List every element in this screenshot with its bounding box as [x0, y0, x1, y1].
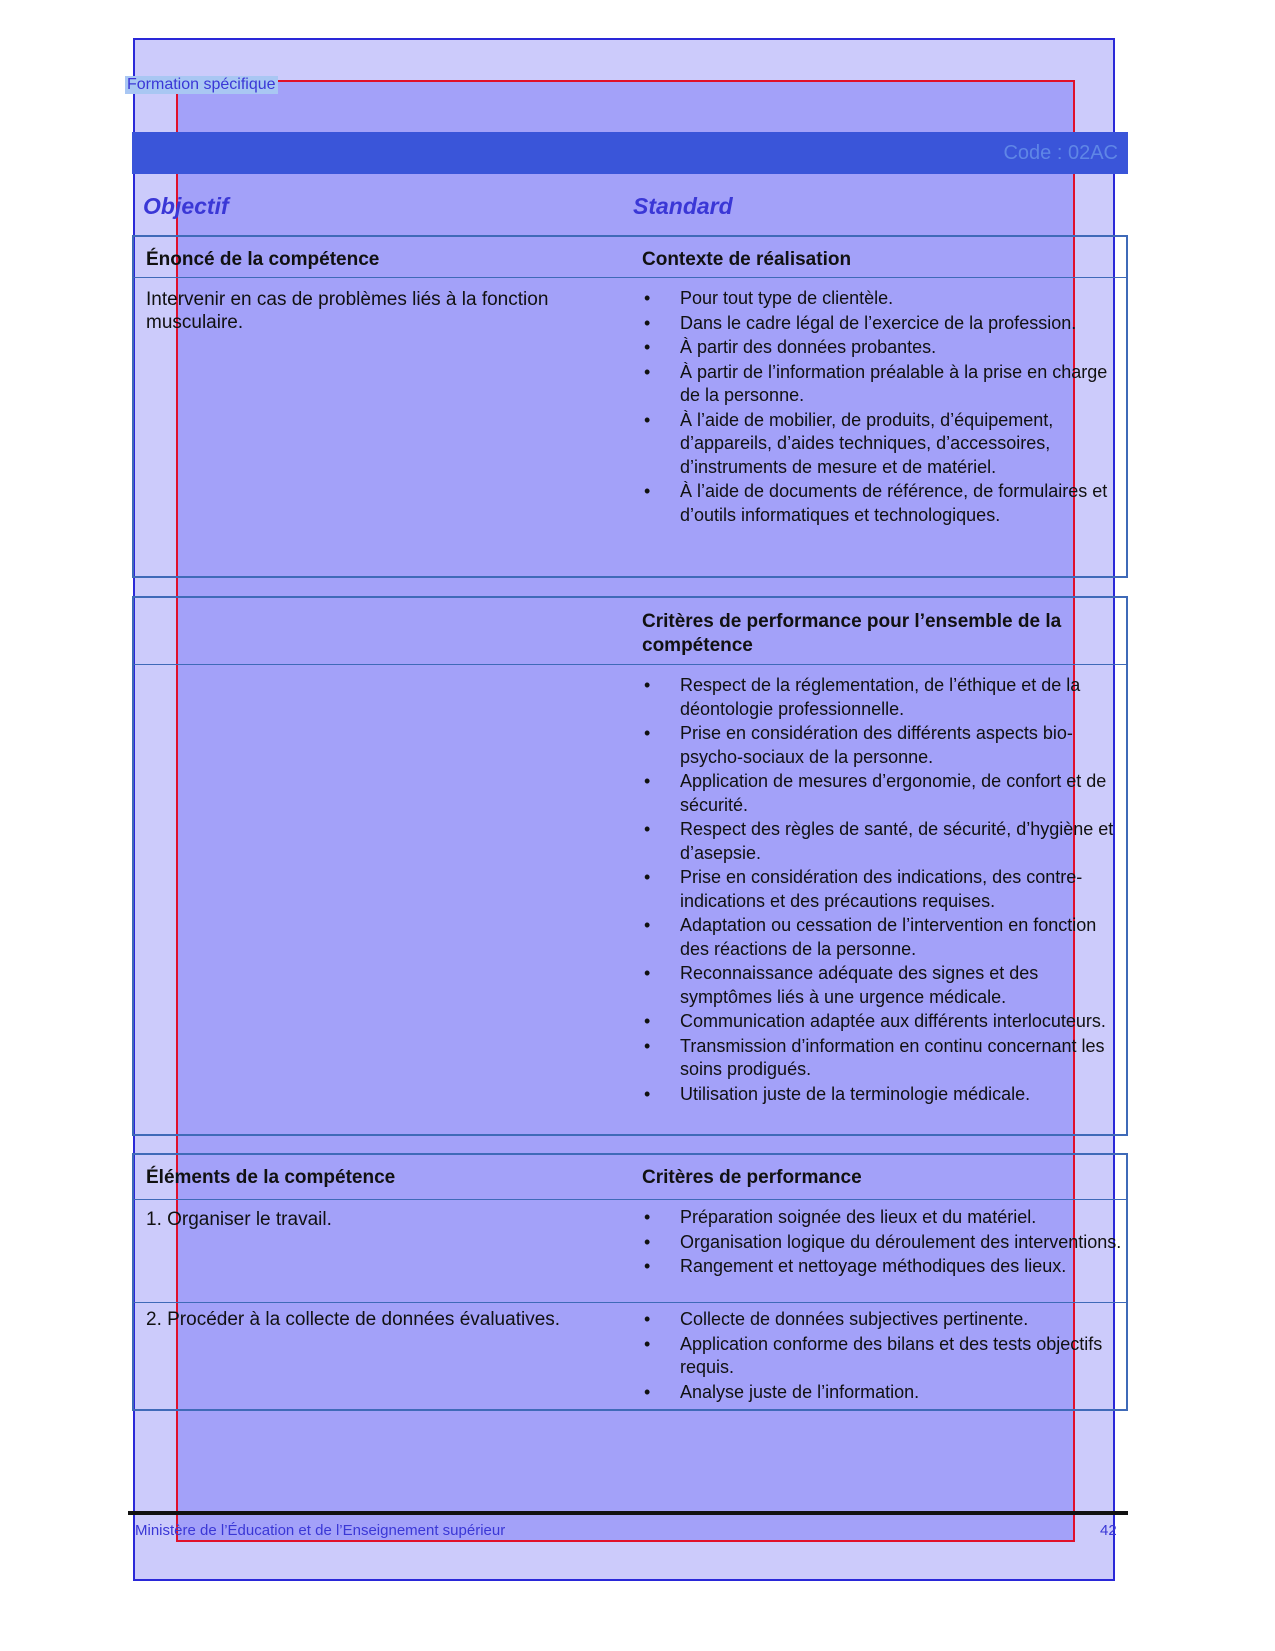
- list-item: • Reconnaissance adéquate des signes et des symptômes liés à une urgence médicale.: [642, 962, 1122, 1009]
- code-bar: [132, 132, 1128, 174]
- footer-divider: [128, 1511, 1128, 1515]
- enonce-heading: Énoncé de la compétence: [146, 249, 380, 270]
- element-2-criteria: [642, 1308, 1122, 1405]
- criteres-ensemble-heading: Critères de performance pour l’ensemble de la compétence: [642, 611, 1062, 656]
- objectif-title: Objectif: [143, 193, 229, 219]
- list-item: • Prise en considération des différents aspects bio-psycho-sociaux de la personne.: [642, 722, 1122, 769]
- element-1: 1. Organiser le travail.: [146, 1209, 332, 1230]
- list-item: • Prise en considération des indications, des contre-indications et des précautions requises.: [642, 866, 1122, 913]
- list-item: • Respect de la réglementation, de l’éthique et de la déontologie professionnelle.: [642, 674, 1122, 721]
- contexte-heading: Contexte de réalisation: [642, 249, 852, 270]
- list-item: • Rangement et nettoyage méthodiques des lieux.: [642, 1255, 1122, 1279]
- list-item: • À l’aide de mobilier, de produits, d’équipement, d’appareils, d’aides techniques, d’accessoires, d’instruments de mesure et de matériel.: [642, 409, 1122, 480]
- list-item: • À partir des données probantes.: [642, 336, 1122, 360]
- list-item: • Utilisation juste de la terminologie médicale.: [642, 1083, 1122, 1107]
- list-item: • Dans le cadre légal de l’exercice de la profession.: [642, 312, 1122, 336]
- standard-title: Standard: [633, 193, 733, 219]
- list-item: • Organisation logique du déroulement des interventions.: [642, 1231, 1122, 1255]
- criteres-ensemble-table: [132, 596, 1128, 1136]
- elements-criteres-table: [132, 1153, 1128, 1411]
- element-1-criteria: [642, 1206, 1122, 1280]
- footer-ministry: Ministère de l’Éducation et de l’Enseignement supérieur: [135, 1522, 506, 1539]
- criteres-ensemble-list: [642, 674, 1122, 1107]
- list-item: • À l’aide de documents de référence, de formulaires et d’outils informatiques et technologiques.: [642, 480, 1122, 527]
- enonce-text: Intervenir en cas de problèmes liés à la fonction musculaire.: [146, 289, 549, 333]
- list-item: • Analyse juste de l’information.: [642, 1381, 1122, 1405]
- list-item: • Pour tout type de clientèle.: [642, 287, 1122, 311]
- list-item: • Communication adaptée aux différents interlocuteurs.: [642, 1010, 1122, 1034]
- list-item: • Préparation soignée des lieux et du matériel.: [642, 1206, 1122, 1230]
- criteres-heading: Critères de performance: [642, 1167, 862, 1188]
- list-item: • Application conforme des bilans et des tests objectifs requis.: [642, 1333, 1122, 1380]
- list-item: • Application de mesures d’ergonomie, de confort et de sécurité.: [642, 770, 1122, 817]
- elements-heading: Éléments de la compétence: [146, 1167, 396, 1188]
- element-2: 2. Procéder à la collecte de données évaluatives.: [146, 1309, 561, 1330]
- contexte-list: [642, 287, 1122, 528]
- enonce-contexte-table: [132, 235, 1128, 578]
- section-label: Formation spécifique: [127, 76, 276, 93]
- list-item: • Collecte de données subjectives pertinente.: [642, 1308, 1122, 1332]
- list-item: • Adaptation ou cessation de l’intervention en fonction des réactions de la personne.: [642, 914, 1122, 961]
- page-number: 42: [1100, 1522, 1117, 1539]
- list-item: • À partir de l’information préalable à la prise en charge de la personne.: [642, 361, 1122, 408]
- list-item: • Respect des règles de santé, de sécurité, d’hygiène et d’asepsie.: [642, 818, 1122, 865]
- competency-code: Code : 02AC: [1003, 142, 1118, 164]
- list-item: • Transmission d’information en continu concernant les soins prodigués.: [642, 1035, 1122, 1082]
